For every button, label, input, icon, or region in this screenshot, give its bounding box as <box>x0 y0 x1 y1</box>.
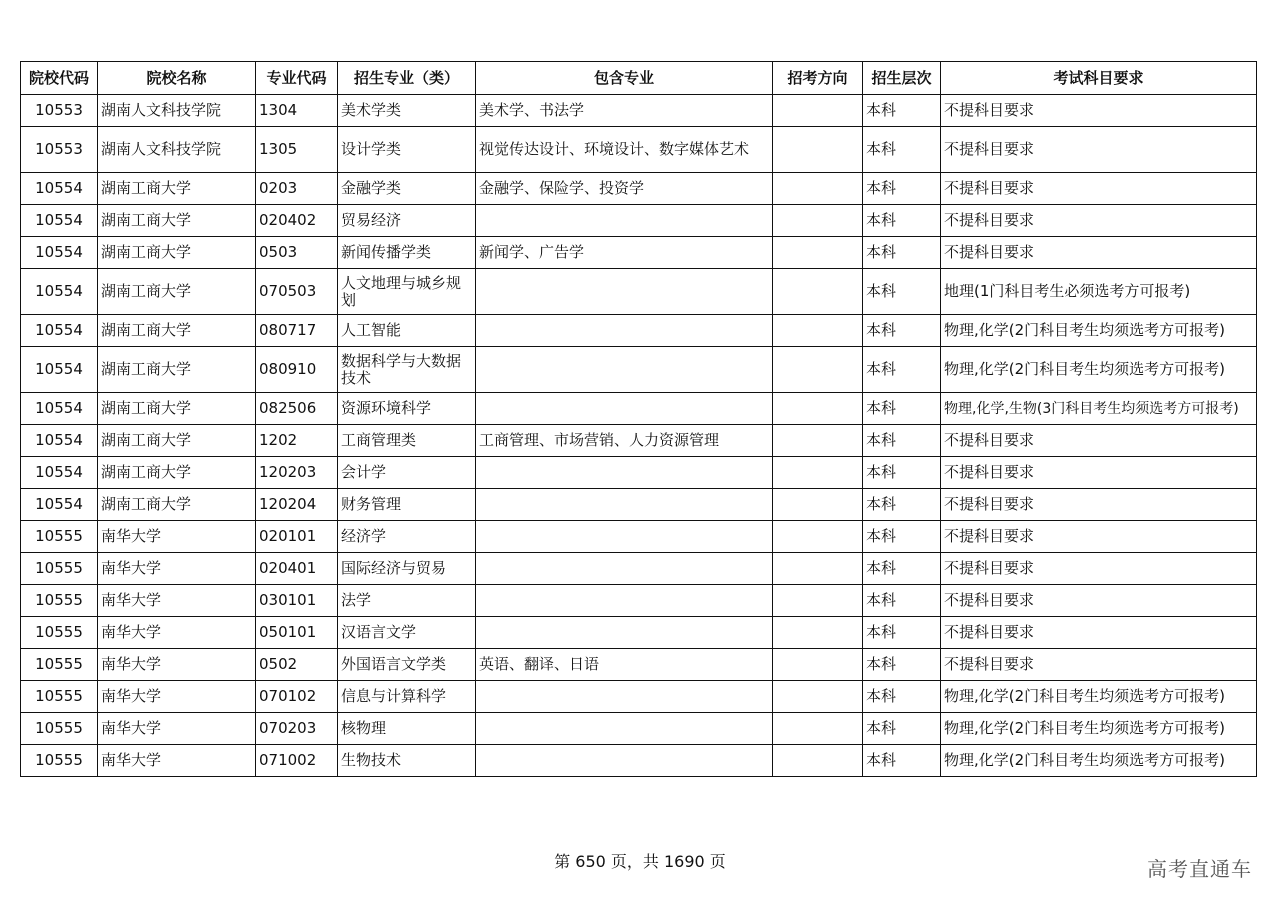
subject-requirement-cell: 物理,化学(2门科目考生均须选考方可报考) <box>941 315 1257 347</box>
school-name-cell: 湖南工商大学 <box>98 457 256 489</box>
direction-cell <box>773 713 863 745</box>
school-name-cell: 湖南工商大学 <box>98 269 256 315</box>
major-category-cell: 资源环境科学 <box>338 393 476 425</box>
level-cell: 本科 <box>863 347 941 393</box>
header-subject-requirement: 考试科目要求 <box>941 62 1257 95</box>
table-row <box>21 347 1257 393</box>
school-name-cell: 南华大学 <box>98 521 256 553</box>
direction-cell <box>773 553 863 585</box>
school-name-cell: 南华大学 <box>98 649 256 681</box>
direction-cell <box>773 425 863 457</box>
major-category-cell: 工商管理类 <box>338 425 476 457</box>
level-cell: 本科 <box>863 393 941 425</box>
school-code-cell: 10554 <box>21 315 98 347</box>
table-row <box>21 127 1257 173</box>
page-number: 第 650 页，共 1690 页 <box>554 852 726 871</box>
major-code-cell: 030101 <box>256 585 338 617</box>
watermark-logo-text: 高考直通车 <box>1147 857 1252 881</box>
school-name-cell: 南华大学 <box>98 585 256 617</box>
school-code-cell: 10554 <box>21 205 98 237</box>
major-code-cell: 1304 <box>256 95 338 127</box>
included-majors-cell <box>476 617 773 649</box>
major-category-cell: 人文地理与城乡规划 <box>338 269 476 315</box>
included-majors-cell <box>476 393 773 425</box>
included-majors-cell <box>476 457 773 489</box>
header-included-majors: 包含专业 <box>476 62 773 95</box>
direction-cell <box>773 457 863 489</box>
direction-cell <box>773 269 863 315</box>
header-major-code: 专业代码 <box>256 62 338 95</box>
level-cell: 本科 <box>863 553 941 585</box>
table-row <box>21 315 1257 347</box>
subject-requirement-cell: 不提科目要求 <box>941 95 1257 127</box>
level-cell: 本科 <box>863 521 941 553</box>
included-majors-cell <box>476 489 773 521</box>
school-code-cell: 10554 <box>21 489 98 521</box>
table-row <box>21 457 1257 489</box>
school-name-cell: 南华大学 <box>98 553 256 585</box>
school-code-cell: 10554 <box>21 269 98 315</box>
included-majors-cell <box>476 585 773 617</box>
major-code-cell: 1305 <box>256 127 338 173</box>
school-name-cell: 南华大学 <box>98 713 256 745</box>
table-row <box>21 585 1257 617</box>
school-code-cell: 10555 <box>21 585 98 617</box>
direction-cell <box>773 95 863 127</box>
major-category-cell: 美术学类 <box>338 95 476 127</box>
subject-requirement-cell: 不提科目要求 <box>941 425 1257 457</box>
major-category-cell: 财务管理 <box>338 489 476 521</box>
table-row <box>21 237 1257 269</box>
major-category-cell: 国际经济与贸易 <box>338 553 476 585</box>
subject-requirement-cell: 不提科目要求 <box>941 649 1257 681</box>
table-row <box>21 649 1257 681</box>
school-code-cell: 10553 <box>21 95 98 127</box>
major-code-cell: 080910 <box>256 347 338 393</box>
level-cell: 本科 <box>863 425 941 457</box>
major-code-cell: 082506 <box>256 393 338 425</box>
school-code-cell: 10554 <box>21 173 98 205</box>
major-category-cell: 外国语言文学类 <box>338 649 476 681</box>
direction-cell <box>773 347 863 393</box>
table-row <box>21 269 1257 315</box>
included-majors-cell: 视觉传达设计、环境设计、数字媒体艺术 <box>476 127 773 173</box>
major-category-cell: 法学 <box>338 585 476 617</box>
level-cell: 本科 <box>863 315 941 347</box>
direction-cell <box>773 617 863 649</box>
major-code-cell: 0203 <box>256 173 338 205</box>
subject-requirement-cell: 物理,化学(2门科目考生均须选考方可报考) <box>941 347 1257 393</box>
level-cell: 本科 <box>863 457 941 489</box>
table-row <box>21 173 1257 205</box>
major-category-cell: 设计学类 <box>338 127 476 173</box>
school-name-cell: 南华大学 <box>98 617 256 649</box>
direction-cell <box>773 681 863 713</box>
level-cell: 本科 <box>863 617 941 649</box>
school-code-cell: 10555 <box>21 617 98 649</box>
included-majors-cell: 英语、翻译、日语 <box>476 649 773 681</box>
direction-cell <box>773 173 863 205</box>
major-code-cell: 070102 <box>256 681 338 713</box>
major-code-cell: 020402 <box>256 205 338 237</box>
included-majors-cell <box>476 553 773 585</box>
school-name-cell: 湖南工商大学 <box>98 315 256 347</box>
major-code-cell: 1202 <box>256 425 338 457</box>
included-majors-cell <box>476 347 773 393</box>
major-code-cell: 070203 <box>256 713 338 745</box>
school-name-cell: 湖南工商大学 <box>98 173 256 205</box>
major-code-cell: 120203 <box>256 457 338 489</box>
major-category-cell: 生物技术 <box>338 745 476 777</box>
table-row <box>21 425 1257 457</box>
major-code-cell: 020401 <box>256 553 338 585</box>
school-name-cell: 湖南工商大学 <box>98 425 256 457</box>
table-row <box>21 617 1257 649</box>
school-name-cell: 湖南工商大学 <box>98 393 256 425</box>
direction-cell <box>773 237 863 269</box>
table-header-row <box>21 62 1257 95</box>
level-cell: 本科 <box>863 489 941 521</box>
subject-requirement-cell: 不提科目要求 <box>941 553 1257 585</box>
major-category-cell: 金融学类 <box>338 173 476 205</box>
level-cell: 本科 <box>863 237 941 269</box>
direction-cell <box>773 649 863 681</box>
level-cell: 本科 <box>863 585 941 617</box>
school-code-cell: 10555 <box>21 553 98 585</box>
direction-cell <box>773 127 863 173</box>
subject-requirement-cell: 不提科目要求 <box>941 173 1257 205</box>
included-majors-cell <box>476 681 773 713</box>
major-category-cell: 贸易经济 <box>338 205 476 237</box>
major-code-cell: 020101 <box>256 521 338 553</box>
school-name-cell: 湖南人文科技学院 <box>98 127 256 173</box>
major-category-cell: 核物理 <box>338 713 476 745</box>
major-category-cell: 新闻传播学类 <box>338 237 476 269</box>
table-row <box>21 489 1257 521</box>
school-name-cell: 湖南工商大学 <box>98 347 256 393</box>
header-level: 招生层次 <box>863 62 941 95</box>
included-majors-cell: 美术学、书法学 <box>476 95 773 127</box>
major-category-cell: 数据科学与大数据技术 <box>338 347 476 393</box>
subject-requirement-cell: 不提科目要求 <box>941 237 1257 269</box>
table-row <box>21 681 1257 713</box>
header-school-code: 院校代码 <box>21 62 98 95</box>
school-code-cell: 10554 <box>21 237 98 269</box>
direction-cell <box>773 521 863 553</box>
subject-requirement-cell: 不提科目要求 <box>941 521 1257 553</box>
table-row <box>21 713 1257 745</box>
subject-requirement-cell: 物理,化学(2门科目考生均须选考方可报考) <box>941 745 1257 777</box>
header-school-name: 院校名称 <box>98 62 256 95</box>
included-majors-cell <box>476 315 773 347</box>
school-name-cell: 南华大学 <box>98 745 256 777</box>
direction-cell <box>773 585 863 617</box>
major-code-cell: 050101 <box>256 617 338 649</box>
major-code-cell: 080717 <box>256 315 338 347</box>
school-code-cell: 10554 <box>21 425 98 457</box>
included-majors-cell <box>476 521 773 553</box>
school-name-cell: 湖南工商大学 <box>98 237 256 269</box>
table-row <box>21 205 1257 237</box>
school-name-cell: 湖南工商大学 <box>98 489 256 521</box>
direction-cell <box>773 745 863 777</box>
table-row <box>21 553 1257 585</box>
subject-requirement-cell: 不提科目要求 <box>941 205 1257 237</box>
included-majors-cell <box>476 205 773 237</box>
subject-requirement-cell: 物理,化学(2门科目考生均须选考方可报考) <box>941 713 1257 745</box>
major-category-cell: 汉语言文学 <box>338 617 476 649</box>
level-cell: 本科 <box>863 713 941 745</box>
level-cell: 本科 <box>863 649 941 681</box>
level-cell: 本科 <box>863 95 941 127</box>
school-code-cell: 10555 <box>21 649 98 681</box>
level-cell: 本科 <box>863 745 941 777</box>
subject-requirement-cell: 不提科目要求 <box>941 585 1257 617</box>
school-code-cell: 10555 <box>21 521 98 553</box>
level-cell: 本科 <box>863 205 941 237</box>
table-row <box>21 521 1257 553</box>
major-code-cell: 0503 <box>256 237 338 269</box>
subject-requirement-cell: 物理,化学(2门科目考生均须选考方可报考) <box>941 681 1257 713</box>
school-code-cell: 10555 <box>21 681 98 713</box>
included-majors-cell: 新闻学、广告学 <box>476 237 773 269</box>
school-code-cell: 10553 <box>21 127 98 173</box>
subject-requirement-cell: 不提科目要求 <box>941 457 1257 489</box>
subject-requirement-cell: 不提科目要求 <box>941 127 1257 173</box>
school-code-cell: 10555 <box>21 745 98 777</box>
direction-cell <box>773 489 863 521</box>
school-name-cell: 湖南人文科技学院 <box>98 95 256 127</box>
included-majors-cell <box>476 269 773 315</box>
level-cell: 本科 <box>863 681 941 713</box>
subject-requirement-cell: 不提科目要求 <box>941 617 1257 649</box>
header-major-category: 招生专业（类） <box>338 62 476 95</box>
included-majors-cell <box>476 745 773 777</box>
major-code-cell: 070503 <box>256 269 338 315</box>
subject-requirement-cell: 不提科目要求 <box>941 489 1257 521</box>
table-row <box>21 95 1257 127</box>
direction-cell <box>773 205 863 237</box>
admissions-table <box>20 61 1257 777</box>
school-name-cell: 南华大学 <box>98 681 256 713</box>
school-code-cell: 10554 <box>21 457 98 489</box>
level-cell: 本科 <box>863 127 941 173</box>
subject-requirement-cell: 地理(1门科目考生必须选考方可报考) <box>941 269 1257 315</box>
school-code-cell: 10554 <box>21 347 98 393</box>
level-cell: 本科 <box>863 269 941 315</box>
school-name-cell: 湖南工商大学 <box>98 205 256 237</box>
major-code-cell: 120204 <box>256 489 338 521</box>
included-majors-cell: 工商管理、市场营销、人力资源管理 <box>476 425 773 457</box>
subject-requirement-cell: 物理,化学,生物(3门科目考生均须选考方可报考) <box>941 393 1257 425</box>
table-row <box>21 745 1257 777</box>
direction-cell <box>773 393 863 425</box>
included-majors-cell: 金融学、保险学、投资学 <box>476 173 773 205</box>
major-category-cell: 会计学 <box>338 457 476 489</box>
school-code-cell: 10555 <box>21 713 98 745</box>
table-row <box>21 393 1257 425</box>
direction-cell <box>773 315 863 347</box>
included-majors-cell <box>476 713 773 745</box>
major-code-cell: 071002 <box>256 745 338 777</box>
major-code-cell: 0502 <box>256 649 338 681</box>
major-category-cell: 经济学 <box>338 521 476 553</box>
level-cell: 本科 <box>863 173 941 205</box>
school-code-cell: 10554 <box>21 393 98 425</box>
major-category-cell: 信息与计算科学 <box>338 681 476 713</box>
header-direction: 招考方向 <box>773 62 863 95</box>
major-category-cell: 人工智能 <box>338 315 476 347</box>
